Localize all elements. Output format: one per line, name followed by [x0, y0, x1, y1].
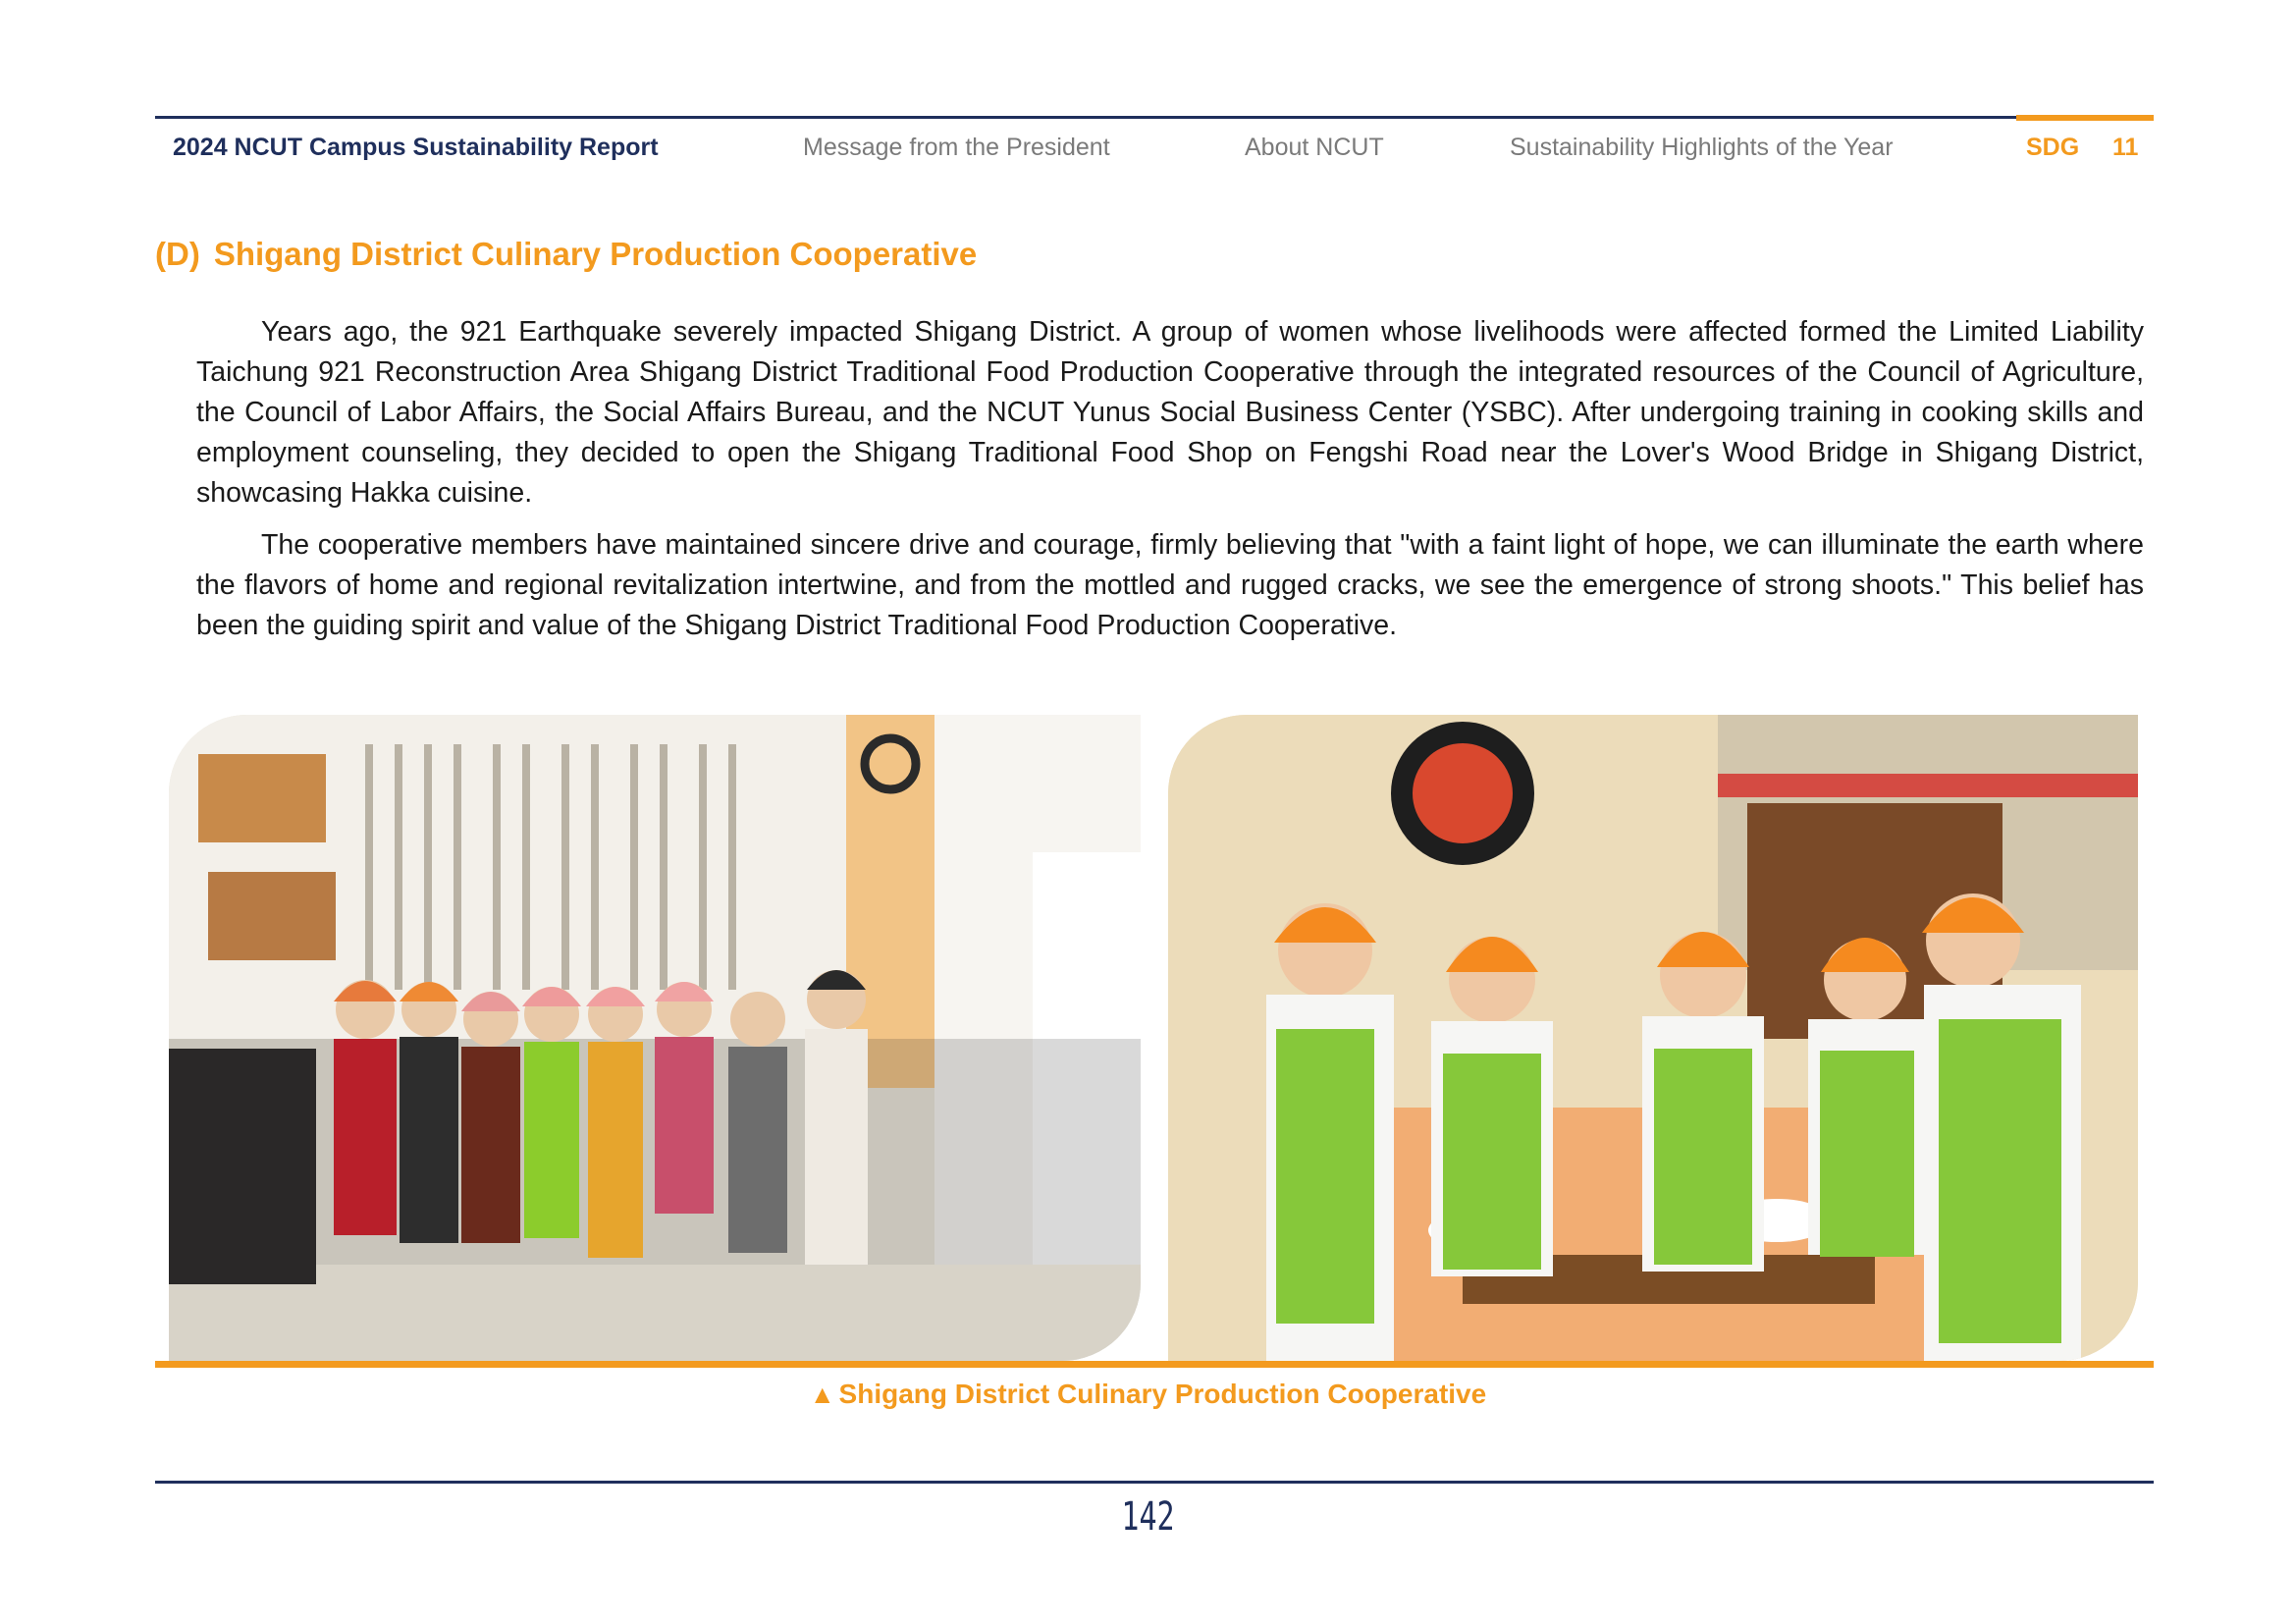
caption-text: Shigang District Culinary Production Cooperative — [838, 1379, 1487, 1409]
sdg-number[interactable]: 11 — [2112, 134, 2139, 161]
photo-rule — [155, 1361, 2154, 1368]
footer-rule — [155, 1481, 2154, 1484]
group-photo-illustration — [169, 715, 1141, 1361]
paragraph-1: Years ago, the 921 Earthquake severely impacted Shigang District. A group of women whose livelihoods were affected formed the Limited Liability Taichung 921 Reconstruction Area Shigang District Traditional Food Production Cooperative through the integrated resources of the Council of Agriculture, the Council of Labor Affairs, the Social Affairs Bureau, and the NCUT Yunus Social Business Center (YSBC). After undergoing training in cooking skills and employment counseling, they decided to open the Shigang Traditional Food Shop on Fengshi Road near the Lover's Wood Bridge in Shigang District, showcasing Hakka cuisine. — [196, 316, 2144, 509]
paragraph-2: The cooperative members have maintained sincere drive and courage, firmly believing that "with a faint light of hope, we can illuminate the earth where the flavors of home and regional revitalization intertwine, and from the mottled and rugged cracks, we see the emergence of strong shoots." This belief has been the guiding spirit and value of the Shigang District Traditional Food Production Cooperative. — [196, 529, 2144, 641]
header-accent-rule — [2016, 115, 2154, 121]
photo-caption — [0, 1379, 2296, 1410]
nav-about-ncut[interactable]: About NCUT — [1245, 134, 1384, 161]
sdg-label[interactable]: SDG — [2026, 134, 2080, 161]
header-rule — [155, 116, 2016, 119]
cooking-photo — [1168, 715, 2138, 1361]
section-title — [155, 236, 977, 273]
page-header — [155, 116, 2154, 167]
body-text — [196, 312, 2144, 658]
nav-sustainability-highlights[interactable]: Sustainability Highlights of the Year — [1510, 134, 1894, 161]
caption-triangle-icon: ▲ — [809, 1380, 835, 1409]
section-letter: (D) — [155, 236, 200, 272]
cooking-photo-illustration — [1168, 715, 2138, 1361]
group-photo — [169, 715, 1141, 1361]
nav-message-from-president[interactable]: Message from the President — [803, 134, 1110, 161]
report-title[interactable]: 2024 NCUT Campus Sustainability Report — [173, 134, 659, 161]
page-number: 142 — [1121, 1494, 1175, 1540]
section-title-text: Shigang District Culinary Production Cooperative — [213, 236, 978, 272]
